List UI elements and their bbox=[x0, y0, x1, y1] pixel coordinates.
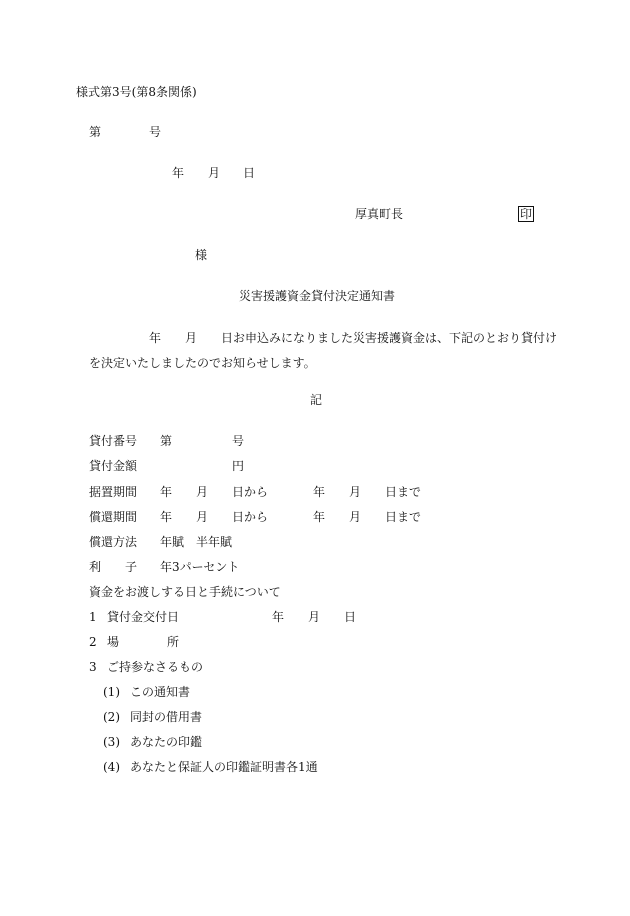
procedure-num-3: 3 bbox=[89, 660, 97, 674]
grace-y1: 年 bbox=[160, 485, 173, 499]
seal-mark bbox=[518, 206, 534, 222]
repay-y2: 年 bbox=[313, 510, 326, 524]
doc-number-prefix: 第 bbox=[89, 125, 102, 139]
intro-line1: 日お申込みになりました災害援護資金は、下記のとおり貸付け bbox=[221, 331, 558, 345]
bring-label: ご持参なさるもの bbox=[107, 660, 204, 674]
bring-item-4-text: あなたと保証人の印鑑証明書各1通 bbox=[130, 760, 318, 774]
bring-item-2-text: 同封の借用書 bbox=[130, 710, 203, 724]
loan-amount-label: 貸付金額 bbox=[89, 459, 138, 473]
delivery-day: 日 bbox=[344, 610, 357, 624]
ki-mark: 記 bbox=[310, 393, 323, 407]
grace-period-label: 据置期間 bbox=[89, 485, 138, 499]
delivery-date-label: 貸付金交付日 bbox=[107, 610, 180, 624]
interest-value: 年3パーセント bbox=[160, 560, 240, 574]
doc-number-suffix: 号 bbox=[149, 125, 162, 139]
page-title: 災害援護資金貸付決定通知書 bbox=[239, 289, 396, 303]
repay-period-label: 償還期間 bbox=[89, 510, 138, 524]
repay-method-label: 償還方法 bbox=[89, 535, 138, 549]
bring-item-1-text: この通知書 bbox=[130, 685, 191, 699]
date-month: 月 bbox=[208, 166, 221, 180]
interest-label: 利 子 bbox=[89, 560, 138, 574]
grace-y2: 年 bbox=[313, 485, 326, 499]
bring-item-4-num: (4) bbox=[103, 760, 120, 774]
delivery-month: 月 bbox=[308, 610, 321, 624]
bring-item-3-text: あなたの印鑑 bbox=[130, 735, 203, 749]
bring-item-1-num: (1) bbox=[103, 685, 120, 699]
repay-m1: 月 bbox=[196, 510, 209, 524]
date-year: 年 bbox=[172, 166, 185, 180]
loan-amount-unit: 円 bbox=[232, 459, 245, 473]
procedure-num-1: 1 bbox=[89, 610, 97, 624]
intro-month: 月 bbox=[185, 331, 198, 345]
form-label: 様式第3号(第8条関係) bbox=[76, 85, 197, 99]
grace-m1: 月 bbox=[196, 485, 209, 499]
recipient-suffix: 様 bbox=[195, 248, 208, 262]
place-label-a: 場 bbox=[107, 635, 120, 649]
grace-d1: 日から bbox=[232, 485, 269, 499]
seal-glyph: 印 bbox=[520, 207, 533, 221]
bring-item-2-num: (2) bbox=[103, 710, 120, 724]
place-label-b: 所 bbox=[167, 635, 180, 649]
grace-m2: 月 bbox=[349, 485, 362, 499]
repay-d1: 日から bbox=[232, 510, 269, 524]
date-day: 日 bbox=[243, 166, 256, 180]
repay-d2: 日まで bbox=[385, 510, 422, 524]
repay-m2: 月 bbox=[349, 510, 362, 524]
repay-y1: 年 bbox=[160, 510, 173, 524]
repay-method-opt1: 年賦 bbox=[160, 535, 185, 549]
grace-d2: 日まで bbox=[385, 485, 422, 499]
intro-line2: を決定いたしましたのでお知らせします。 bbox=[89, 356, 316, 370]
intro-year: 年 bbox=[149, 331, 162, 345]
loan-number-prefix: 第 bbox=[160, 434, 173, 448]
procedure-heading: 資金をお渡しする日と手続について bbox=[89, 585, 281, 599]
loan-number-suffix: 号 bbox=[232, 434, 245, 448]
delivery-year: 年 bbox=[272, 610, 285, 624]
procedure-num-2: 2 bbox=[89, 635, 97, 649]
loan-number-label: 貸付番号 bbox=[89, 434, 138, 448]
sender-title: 厚真町長 bbox=[355, 207, 404, 221]
repay-method-opt2: 半年賦 bbox=[196, 535, 233, 549]
bring-item-3-num: (3) bbox=[103, 735, 120, 749]
